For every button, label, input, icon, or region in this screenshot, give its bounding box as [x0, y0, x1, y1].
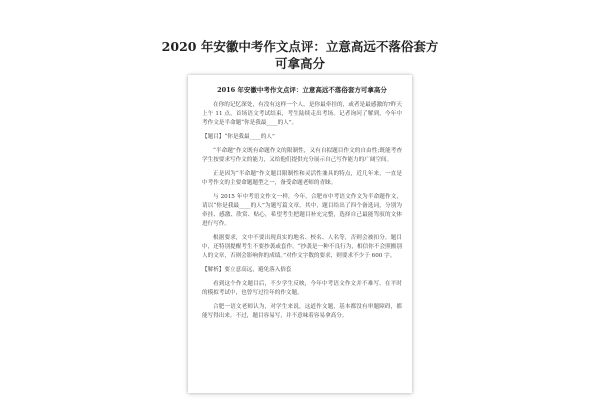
document-page	[188, 75, 412, 393]
page-title	[150, 38, 450, 72]
document-paragraph: 正是因为“半命题”作文题目限制性和灵活性兼具的特点，近几年来，一直是中考作文的主要命题题型之一，备受命题老师的青睐。	[202, 170, 402, 186]
document-paragraph: 合肥一语文老师认为，对学生来说，这道作文题，基本都没有审题障碍，都能写得出来。不过，题目容易写，并不意味着容易拿高分。	[202, 303, 402, 319]
document-paragraph: 在你的记忆深处，有没有这样一个人，是你最牵挂的，或者是最感激的?昨天上午 11 点，首场语文考试结束，考生陆续走出考场。记者询问了解到，今年中考作文是半命题“你是我最____的人”。	[202, 102, 402, 127]
page-title-line-2: 可拿高分	[274, 56, 325, 71]
section-heading: 【解析】要立意高远，避免落入俗套	[202, 267, 292, 274]
document-title: 2016 年安徽中考作文点评：立意高远不落俗套方可拿高分	[217, 86, 387, 94]
document-paragraph: “半命题”作文既有命题作文的限制性，又有自拟题目作文的自由性;既能考查学生按要求写作文的能力，又给他们提供充分展示自己写作能力的广阔空间。	[202, 147, 402, 164]
section-heading: 【题目】“你是我最____的人”	[202, 134, 275, 141]
document-body	[202, 101, 402, 321]
document-paragraph: 与 2015 年中考语文作文一样，今年，合肥市中考语文作文为半命题作文，请以“你是我最____的人”为题写篇文章。其中，题目给出了四个备选词，分别为牵挂、感激、欣赏、贴心，希望考生把题目补充完整，选择自己最能驾驭的文体进行写作。	[202, 193, 402, 228]
page-title-line-1: 2020 年安徽中考作文点评：立意高远不落俗套方	[161, 39, 439, 54]
document-paragraph: 看到这个作文题目后，不少学生反映，今年中考语文作文并不难写。在平时的模拟考试中，也曾写过往年的作文题。	[202, 280, 402, 296]
document-paragraph: 根据要求，文中不要出现真实的地名、校名、人名等，否则会被扣分。题目中，还特别提醒考生不要抄袭或套作。“抄袭是一种不良行为，相信你不会照搬别人的文章，否则会影响你的成绩。”对作文字数的要求，则要求不少于 600 字。	[202, 234, 402, 260]
